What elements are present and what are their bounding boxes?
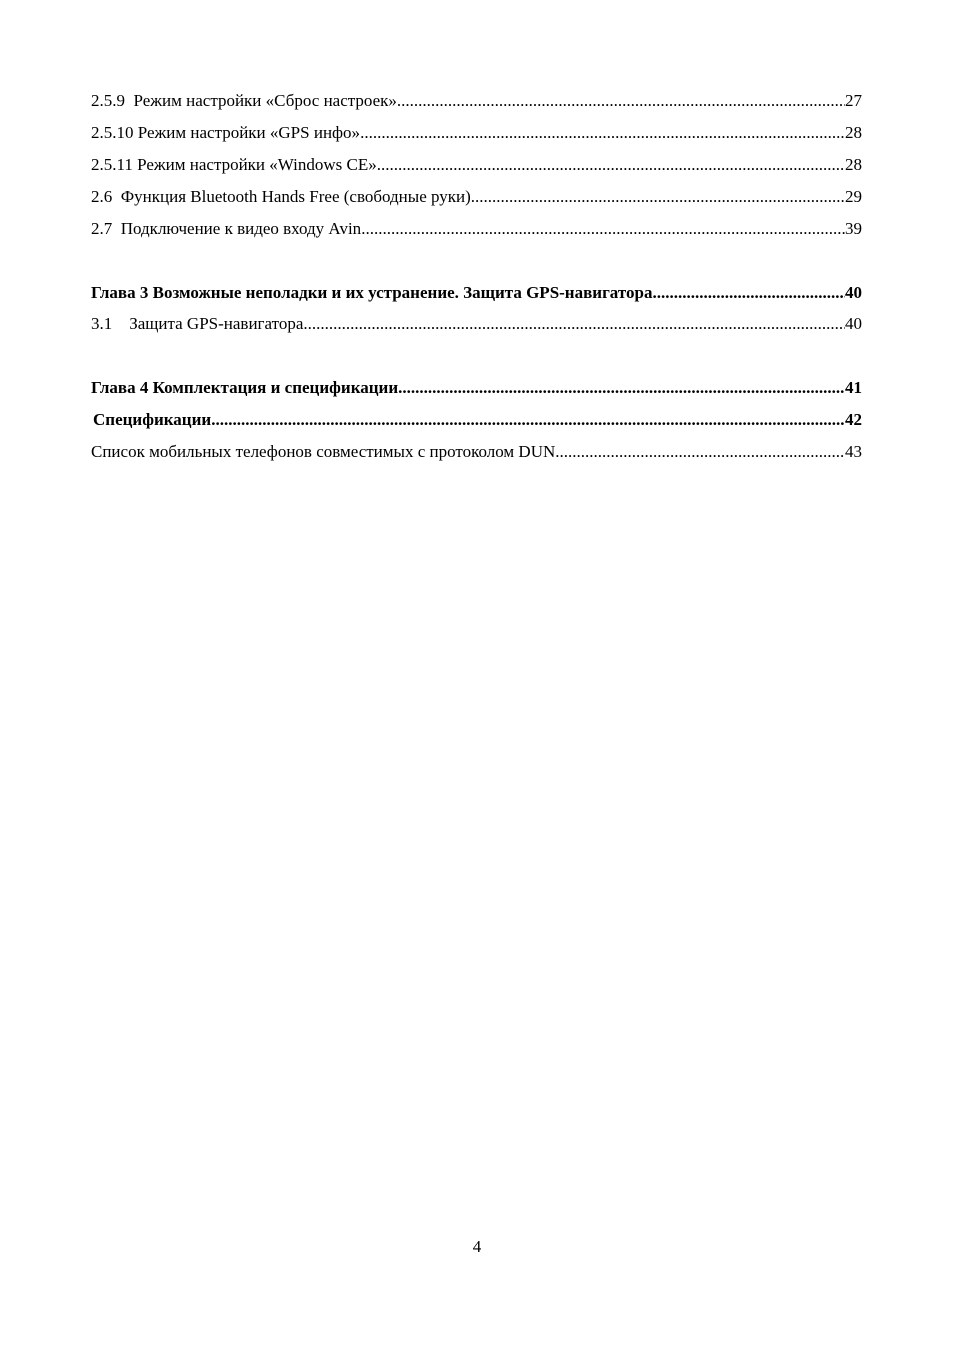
toc-entry-2-6[interactable]: [91, 186, 862, 208]
page-number: 4: [472, 1237, 482, 1256]
toc-entry-number: 2.6: [91, 187, 121, 206]
toc-entry-number: 2.7: [91, 219, 121, 238]
toc-entry-page: 28: [845, 155, 862, 174]
toc-entry-title: Список мобильных телефонов совместимых с протоколом DUN: [91, 442, 556, 461]
toc-entry-title: Спецификации: [93, 410, 212, 429]
toc-dot-leader: [652, 282, 845, 304]
toc-entry-title: Глава 3 Возможные неполадки и их устранение. Защита GPS-навигатора: [91, 283, 653, 302]
toc-entry-page: 40: [845, 314, 862, 333]
toc-entry-page: 28: [845, 123, 862, 142]
toc-dot-leader: [471, 186, 845, 208]
toc-dot-leader: [211, 409, 845, 431]
toc-entry-number: 2.5.10: [91, 123, 138, 142]
toc-entry-number: 2.5.11: [91, 155, 138, 174]
toc-entry-2-7[interactable]: [91, 218, 862, 240]
toc-dot-leader: [361, 218, 845, 240]
toc-entry-2-5-11[interactable]: [91, 154, 862, 176]
toc-entry-3-1[interactable]: [91, 313, 862, 335]
toc-entry-page: 41: [845, 378, 862, 397]
toc-entry-page: 42: [845, 410, 862, 429]
toc-entry-title: Функция Bluetooth Hands Free (свободные руки): [120, 187, 471, 206]
toc-entry-title: Режим настройки «Windows CE»: [137, 155, 377, 174]
toc-entry-title: Защита GPS-навигатора: [129, 314, 304, 333]
toc-entry-2-5-10[interactable]: [91, 122, 862, 144]
toc-dot-leader: [555, 441, 845, 463]
toc-entry-page: 27: [845, 91, 862, 110]
toc-entry-chapter-3[interactable]: [91, 282, 862, 304]
toc-entry-title: Режим настройки «GPS инфо»: [137, 123, 361, 142]
toc-entry-specifications[interactable]: [93, 409, 862, 431]
toc-entry-title: Глава 4 Комплектация и спецификации: [91, 378, 399, 397]
toc-dot-leader: [397, 90, 845, 112]
toc-entry-title: Режим настройки «Сброс настроек»: [133, 91, 397, 110]
toc-entry-chapter-4[interactable]: [91, 377, 862, 399]
toc-dot-leader: [377, 154, 845, 176]
toc-entry-page: 39: [845, 219, 862, 238]
toc-dot-leader: [360, 122, 845, 144]
toc-dot-leader: [303, 313, 845, 335]
toc-entry-dun-phones[interactable]: [91, 441, 862, 463]
toc-entry-number: 3.1: [91, 314, 130, 333]
toc-entry-page: 29: [845, 187, 862, 206]
toc-entry-page: 40: [845, 283, 862, 302]
toc-entry-number: 2.5.9: [91, 91, 134, 110]
toc-dot-leader: [398, 377, 845, 399]
toc-entry-2-5-9[interactable]: [91, 90, 862, 112]
toc-entry-page: 43: [845, 442, 862, 461]
toc-entry-title: Подключение к видео входу Avin: [120, 219, 362, 238]
